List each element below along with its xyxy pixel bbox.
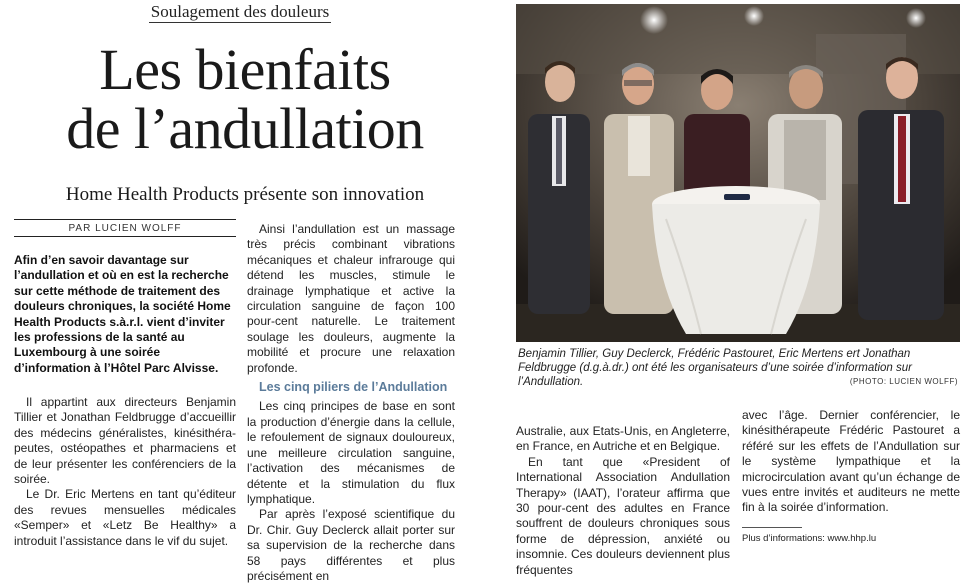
paragraph: Ainsi l’andullation est un massage très précis combinant vibrations mécaniques et chaleur infrarouge qui détend les muscles, stimule le drainage lymphatique et active la circulation sanguine de façon 100 pour-cent naturelle. Le traitement soulage les douleurs, augmente la mobilité et procure une relaxation profonde. (247, 222, 455, 375)
paragraph: Australie, aux Etats-Unis, en Angleterre, en France, en Autriche et en Belgique. (516, 424, 730, 454)
paragraph: Il appartint aux directeurs Benjamin Tillier et Jonathan Feldbrugge d’accueillir des médecins généralistes, kinésithéra-peutes, ostéopathes et pharmaciens et de leur présenter les conférenciers de la soirée. (14, 395, 236, 487)
event-photo (516, 4, 960, 342)
article-column-1 (14, 395, 236, 549)
byline: PAR LUCIEN WOLFF (14, 219, 236, 237)
lead-paragraph: Afin d’en savoir davantage sur l’andullation et où en est la recherche sur cette méthode de traitement des douleurs chroniques, la société Home Health Products s.à.r.l. vient d’inviter les professions de la santé au Luxembourg à une soirée d’information à l’Hôtel Parc Alvisse. (14, 253, 231, 375)
paragraph: Le Dr. Eric Mertens en tant qu’éditeur des revues mensuelles médicales «Semper» et «Letz Be Healthy» a introduit l’assistance dans le vif du sujet. (14, 487, 236, 548)
paragraph: Par après l’exposé scientifique du Dr. Chir. Guy Declerck allait porter sur sa supervision de la recherche dans 58 pays différentes et plus précisément en (247, 507, 455, 583)
paragraph: avec l’âge. Dernier conférencier, le kinésithérapeute Frédéric Pastouret a référé sur les effets de l’Andullation sur le système lympathique et la microcirculation avant qu’un échange de vues entre invités et auditeurs ne mette fin à la soirée d’information. (742, 408, 960, 515)
caption-text: Benjamin Tillier, Guy Declerck, Frédéric Pastouret, Eric Mertens ert Jonathan Feldbrugge (d.g.à.dr.) ont été les organisateurs d’une soirée d’information sur l’Andullation. (518, 348, 912, 388)
kicker-text: Soulagement des douleurs (150, 2, 330, 21)
article-column-2 (247, 222, 455, 584)
divider (742, 527, 802, 528)
subheadline: Home Health Products présente son innovation (65, 184, 425, 205)
more-info-note: Plus d’informations: www.hhp.lu (742, 533, 877, 544)
photo-credit: (PHOTO: LUCIEN WOLFF) (849, 377, 958, 386)
section-heading: Les cinq piliers de l’Andullation (259, 380, 448, 395)
headline-line-1: Les bienfaits (99, 37, 391, 102)
headline-line-2: de l’andullation (66, 96, 424, 161)
kicker (0, 2, 480, 22)
paragraph: En tant que «President of International Association Andullation Therapy» (IAAT), l’orateur affirma que 30 pour-cent des adultes en France souffrent de douleurs chroniques sous forme de dépression, anxiété ou insomnie. Ces douleurs deviennent plus fréquentes (516, 454, 730, 577)
headline (0, 37, 490, 161)
article-column-4 (742, 408, 960, 516)
paragraph: Les cinq principes de base en sont la production d’énergie dans la cellule, le refoulement de signaux douloureux, une meilleure circulation sanguine, l’activation des mécanismes de détente et la stimulation du flux lymphatique. (247, 399, 455, 506)
article-column-3 (516, 424, 730, 578)
photo-caption (518, 347, 958, 389)
group-photo-illustration (516, 4, 960, 342)
